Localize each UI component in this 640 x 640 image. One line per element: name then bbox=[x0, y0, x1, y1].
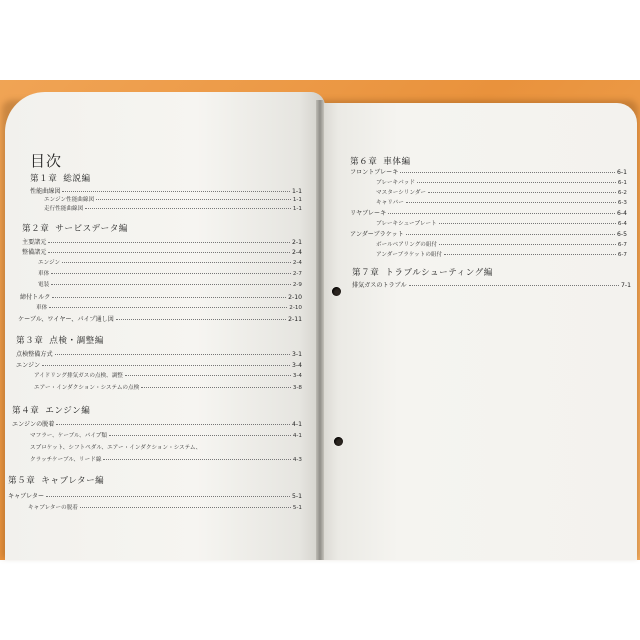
toc-entry: 主要諸元 2-1 bbox=[22, 239, 302, 246]
toc-entry: エンジン 2-4 bbox=[38, 260, 302, 266]
toc-entry: ブレーキパッド 6-1 bbox=[376, 180, 627, 186]
toc-entry: 車体 2-7 bbox=[38, 271, 302, 277]
toc-entry: 点検整備方式 3-1 bbox=[16, 351, 302, 358]
toc-entry: キャブレターの脱着 5-1 bbox=[28, 505, 302, 511]
toc-entry: キャリパー 6-3 bbox=[376, 200, 627, 206]
chapter-2-heading bbox=[22, 222, 128, 234]
chapter-name: 総説編 bbox=[63, 174, 91, 184]
toc-entry: 締付トルク 2-10 bbox=[20, 294, 302, 301]
toc-entry: エンジン 3-4 bbox=[16, 362, 302, 369]
booklet-spine bbox=[316, 100, 324, 560]
toc-entry: ケーブル、ワイヤー、パイプ通し図 2-11 bbox=[18, 316, 302, 323]
chapter-name: 車体編 bbox=[383, 157, 411, 167]
chapter-number: 第１章 bbox=[30, 174, 58, 184]
toc-title: 目次 bbox=[30, 152, 63, 170]
chapter-name: キャブレター編 bbox=[41, 476, 105, 486]
toc-entry: アイドリング排気ガスの点検、調整 3-4 bbox=[34, 373, 302, 379]
chapter-3-heading bbox=[16, 334, 104, 346]
toc-entry: フロントブレーキ 6-1 bbox=[350, 169, 627, 176]
toc-entry: リヤブレーキ 6-4 bbox=[350, 210, 627, 217]
toc-entry: 車体 2-10 bbox=[36, 305, 302, 311]
binder-hole-top bbox=[332, 287, 341, 296]
chapter-name: 点検・調整編 bbox=[49, 336, 104, 346]
chapter-name: トラブルシューティング編 bbox=[385, 268, 493, 278]
toc-entry: マフラー、ケーブル、パイプ類 4-1 bbox=[30, 433, 302, 439]
toc-entry: 電装 2-9 bbox=[38, 282, 302, 288]
chapter-6-heading bbox=[350, 155, 411, 167]
toc-entry: 排気ガスのトラブル 7-1 bbox=[352, 282, 631, 289]
toc-entry: 走行性能曲線図 1-1 bbox=[44, 206, 302, 212]
toc-entry: エンジン性能曲線図 1-1 bbox=[44, 197, 302, 203]
binder-hole-bottom bbox=[334, 437, 343, 446]
chapter-number: 第３章 bbox=[16, 336, 44, 346]
chapter-number: 第２章 bbox=[22, 224, 50, 234]
toc-entry: マスターシリンダー 6-2 bbox=[376, 190, 627, 196]
chapter-number: 第７章 bbox=[352, 268, 380, 278]
chapter-1-heading bbox=[30, 172, 91, 184]
chapter-number: 第５章 bbox=[8, 476, 36, 486]
toc-entry: アンダーブラケットの組付 6-7 bbox=[376, 252, 627, 258]
toc-entry: ブレーキシュープレート 6-4 bbox=[376, 221, 627, 227]
chapter-number: 第４章 bbox=[12, 406, 40, 416]
chapter-name: エンジン編 bbox=[45, 406, 91, 416]
chapter-number: 第６章 bbox=[350, 157, 378, 167]
toc-entry: ボールベアリングの組付 6-7 bbox=[376, 242, 627, 248]
toc-entry: 性能曲線図 1-1 bbox=[30, 188, 302, 195]
chapter-5-heading bbox=[8, 474, 104, 486]
toc-entry: キャブレター 5-1 bbox=[8, 493, 302, 500]
toc-entry: スプロケット、シフトペダル、エアー・インダクション・システム、 bbox=[30, 445, 202, 451]
toc-entry: エアー・インダクション・システムの点検 3-8 bbox=[34, 385, 302, 391]
toc-entry: アンダーブラケット 6-5 bbox=[350, 231, 627, 238]
chapter-4-heading bbox=[12, 404, 90, 416]
toc-entry: 整備諸元 2-4 bbox=[22, 249, 302, 256]
toc-entry: クラッチケーブル、リード線 4-3 bbox=[30, 457, 302, 463]
toc-entry: エンジンの脱着 4-1 bbox=[12, 421, 302, 428]
chapter-7-heading bbox=[352, 266, 493, 278]
chapter-name: サービスデータ編 bbox=[55, 224, 128, 234]
